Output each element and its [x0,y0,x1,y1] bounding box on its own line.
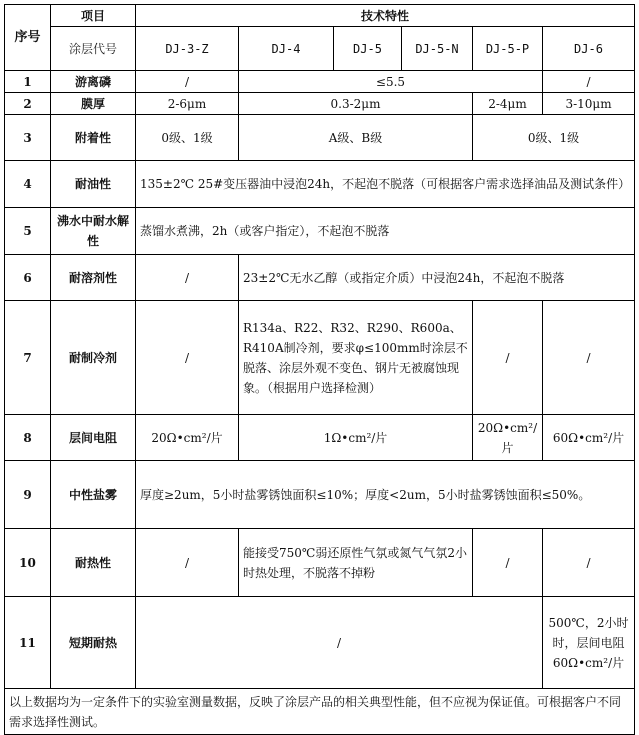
row-value: / [136,597,543,689]
row-number: 7 [5,301,51,415]
row-number: 11 [5,597,51,689]
technical-properties-header: 技术特性 [136,5,635,27]
row-item-name: 中性盐雾 [51,461,136,529]
row-value: 23±2℃无水乙醇（或指定介质）中浸泡24h，不起泡不脱落 [239,255,635,301]
row-value: 0.3-2μm [239,93,473,115]
serial-number-header: 序号 [5,5,51,71]
row-value: 0级、1级 [473,115,635,161]
row-value: 60Ω•cm²/片 [543,415,635,461]
row-number: 3 [5,115,51,161]
row-number: 4 [5,161,51,208]
row-value: 0级、1级 [136,115,239,161]
row-value: 500℃，2小时时，层间电阻60Ω•cm²/片 [543,597,635,689]
row-value: 2-4μm [473,93,543,115]
table-row [5,415,635,461]
row-value: 3-10μm [543,93,635,115]
table-row [5,115,635,161]
row-value: ≤5.5 [239,71,543,93]
table-row [5,93,635,115]
row-item-name: 耐油性 [51,161,136,208]
row-value: / [473,301,543,415]
row-item-name: 耐热性 [51,529,136,597]
table-row [5,71,635,93]
row-item-name: 游离磷 [51,71,136,93]
table-row [5,255,635,301]
row-value: 2-6μm [136,93,239,115]
row-item-name: 附着性 [51,115,136,161]
row-value: / [543,301,635,415]
row-value: 20Ω•cm²/片 [473,415,543,461]
row-value: 1Ω•cm²/片 [239,415,473,461]
table-row [5,597,635,689]
row-value: / [543,529,635,597]
row-value: 20Ω•cm²/片 [136,415,239,461]
row-number: 5 [5,208,51,255]
row-value: R134a、R22、R32、R290、R600a、R410A制冷剂，要求φ≤100mm时涂层不脱落、涂层外观不变色、钢片无被腐蚀现象。（根据用户选择检测） [239,301,473,415]
code-dj-5-p: DJ-5-P [473,27,543,71]
row-value: 蒸馏水煮沸，2h（或客户指定），不起泡不脱落 [136,208,635,255]
row-value: 135±2℃ 25#变压器油中浸泡24h，不起泡不脱落（可根据客户需求选择油品及测试条件） [136,161,635,208]
row-value: A级、B级 [239,115,473,161]
row-value: / [136,301,239,415]
row-item-name: 层间电阻 [51,415,136,461]
row-value: / [136,255,239,301]
table-row [5,529,635,597]
footnote: 以上数据均为一定条件下的实验室测量数据，反映了涂层产品的相关典型性能，但不应视为保证值。可根据客户不同需求选择性测试。 [5,689,635,735]
row-value: 能接受750℃弱还原性气氛或氮气气氛2小时热处理，不脱落不掉粉 [239,529,473,597]
row-number: 1 [5,71,51,93]
row-number: 9 [5,461,51,529]
row-item-name: 耐制冷剂 [51,301,136,415]
table-row [5,208,635,255]
row-item-name: 膜厚 [51,93,136,115]
row-value: / [136,529,239,597]
row-number: 8 [5,415,51,461]
row-number: 10 [5,529,51,597]
table-row [5,461,635,529]
item-header: 项目 [51,5,136,27]
row-item-name: 短期耐热 [51,597,136,689]
code-dj-5: DJ-5 [334,27,402,71]
coating-code-label: 涂层代号 [51,27,136,71]
code-dj-6: DJ-6 [543,27,635,71]
table-row [5,161,635,208]
row-value: 厚度≥2um，5小时盐雾锈蚀面积≤10%；厚度<2um，5小时盐雾锈蚀面积≤50%。 [136,461,635,529]
table-row [5,301,635,415]
row-number: 6 [5,255,51,301]
code-dj-4: DJ-4 [239,27,334,71]
code-dj-3-z: DJ-3-Z [136,27,239,71]
row-value: / [136,71,239,93]
row-item-name: 沸水中耐水解性 [51,208,136,255]
row-item-name: 耐溶剂性 [51,255,136,301]
code-dj-5-n: DJ-5-N [402,27,473,71]
row-number: 2 [5,93,51,115]
row-value: / [473,529,543,597]
row-value: / [543,71,635,93]
technical-properties-table [4,4,635,735]
